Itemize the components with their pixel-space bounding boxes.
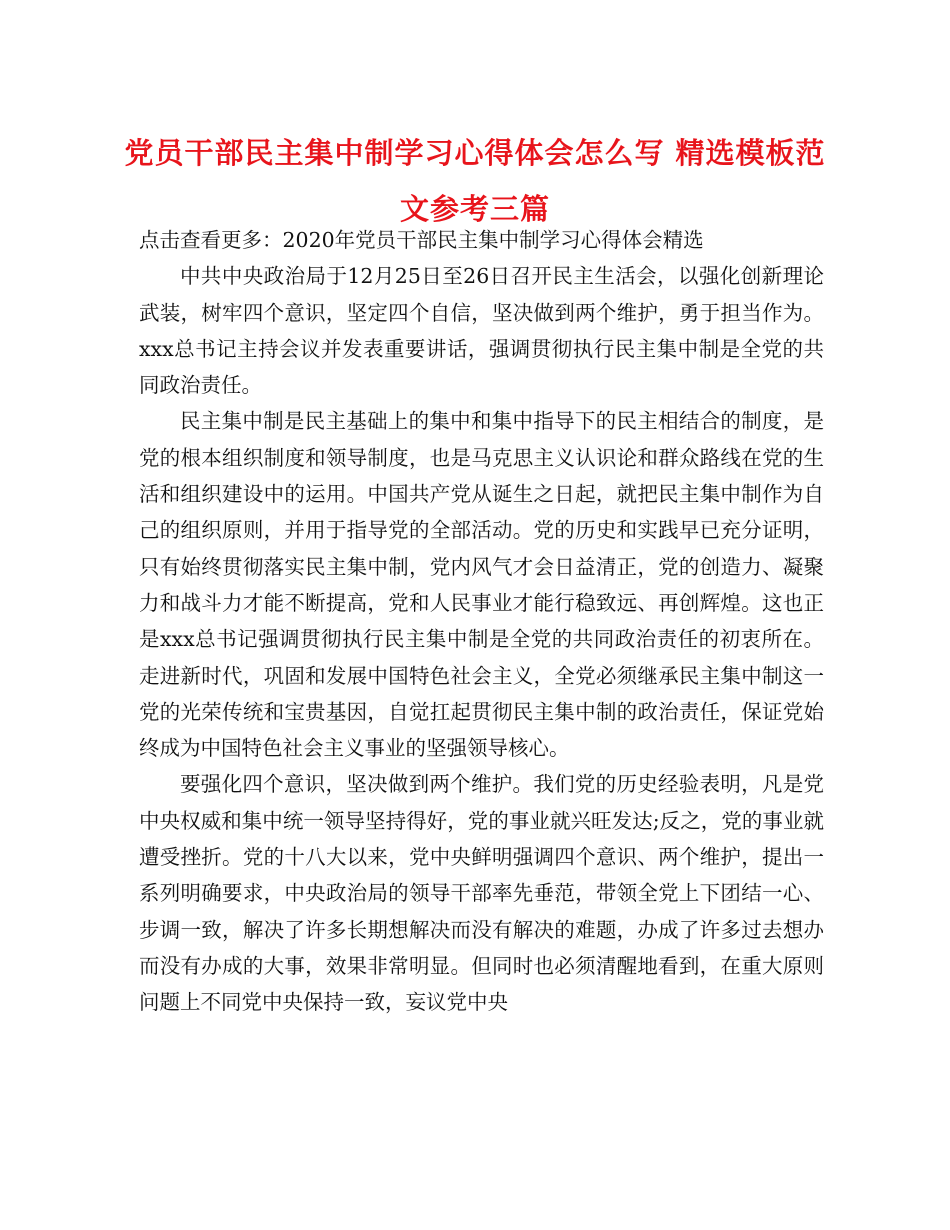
document-body <box>139 222 824 1021</box>
body-paragraph: 民主集中制是民主基础上的集中和集中指导下的民主相结合的制度，是党的根本组织制度和领导制度，也是马克思主义认识论和群众路线在党的生活和组织建设中的运用。中国共产党从诞生之日起，就把民主集中制作为自己的组织原则，并用于指导党的全部活动。党的历史和实践早已充分证明，只有始终贯彻落实民主集中制，党内风气才会日益清正，党的创造力、凝聚力和战斗力才能不断提高，党和人民事业才能行稳致远、再创辉煌。这也正是xxx总书记强调贯彻执行民主集中制是全党的共同政治责任的初衷所在。走进新时代，巩固和发展中国特色社会主义，全党必须继承民主集中制这一党的光荣传统和宝贵基因，自觉扛起贯彻民主集中制的政治责任，保证党始终成为中国特色社会主义事业的坚强领导核心。 <box>139 409 824 761</box>
document-title <box>120 125 830 237</box>
see-more-link-paragraph: 点击查看更多：2020年党员干部民主集中制学习心得体会精选 <box>139 228 704 252</box>
title-line-2: 文参考三篇 <box>399 192 550 226</box>
body-paragraph: 中共中央政治局于12月25日至26日召开民主生活会，以强化创新理论武装，树牢四个意识，坚定四个自信，坚决做到两个维护，勇于担当作为。xxx总书记主持会议并发表重要讲话，强调贯彻执行民主集中制是全党的共同政治责任。 <box>139 264 824 398</box>
title-line-1: 党员干部民主集中制学习心得体会怎么写 精选模板范 <box>124 136 826 170</box>
body-paragraph: 要强化四个意识，坚决做到两个维护。我们党的历史经验表明，凡是党中央权威和集中统一领导坚持得好，党的事业就兴旺发达;反之，党的事业就遭受挫折。党的十八大以来，党中央鲜明强调四个意识、两个维护，提出一系列明确要求，中央政治局的领导干部率先垂范，带领全党上下团结一心、步调一致，解决了许多长期想解决而没有解决的难题，办成了许多过去想办而没有办成的大事，效果非常明显。但同时也必须清醒地看到，在重大原则问题上不同党中央保持一致，妄议党中央 <box>139 772 824 1015</box>
